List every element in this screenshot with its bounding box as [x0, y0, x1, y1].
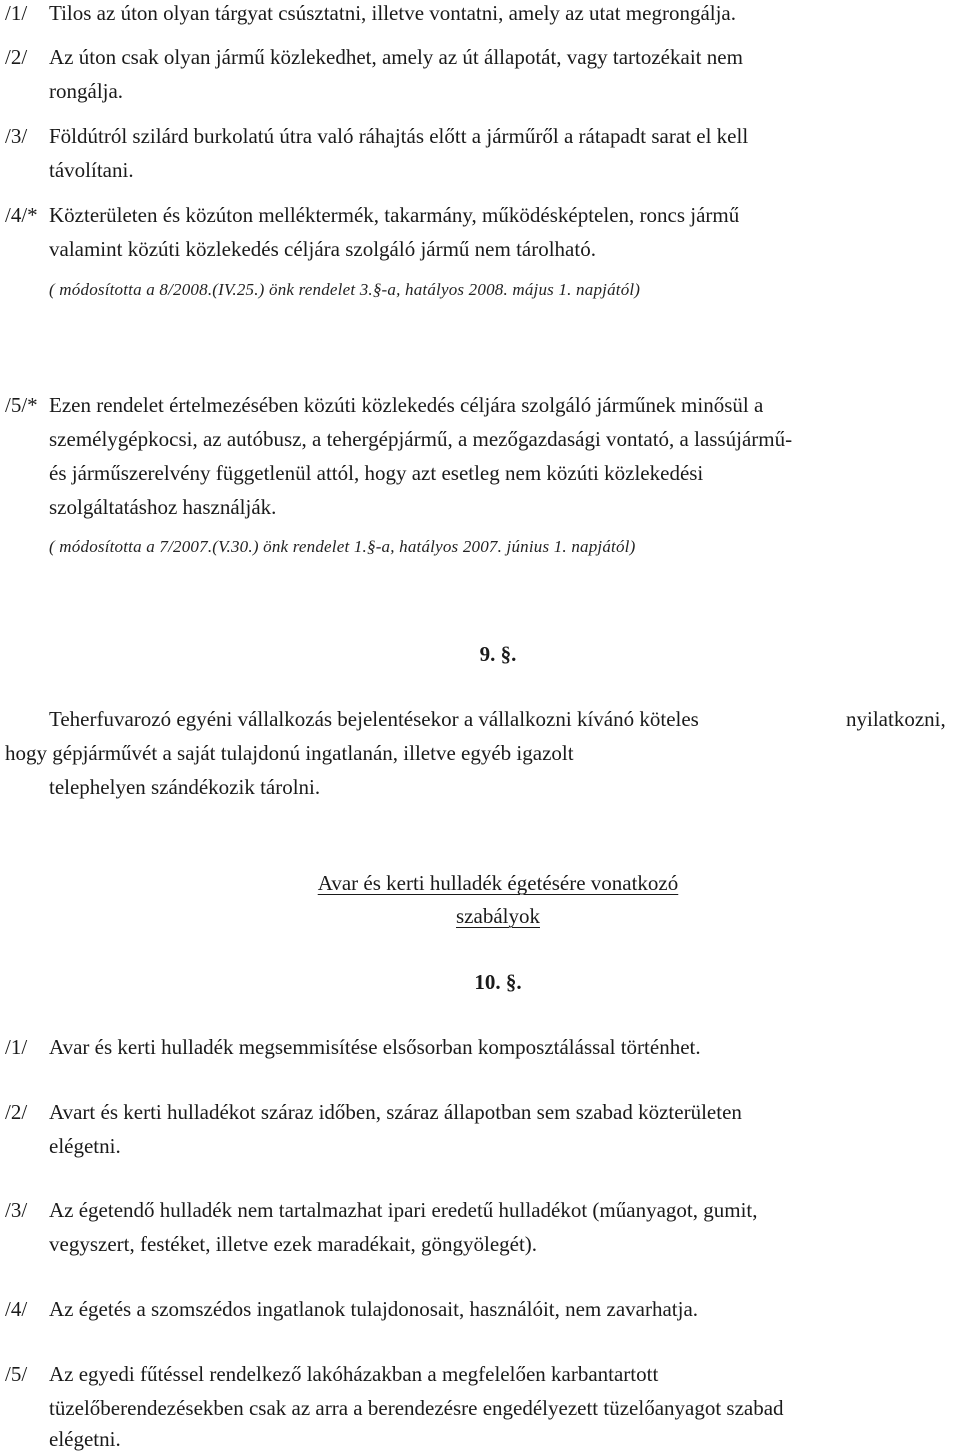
- paragraph-text: Földútról szilárd burkolatú útra való ráhajtás előtt a járműről a rátapadt sarat el kell: [49, 124, 749, 148]
- paragraph-text: személygépkocsi, az autóbusz, a tehergépjármű, a mezőgazdasági vontató, a lassújármű-: [49, 427, 793, 451]
- paragraph-text: Teherfuvarozó egyéni vállalkozás bejelentésekor a vállalkozni kívánó köteles: [49, 707, 699, 731]
- section-title-line: Avar és kerti hulladék égetésére vonatkozó: [317, 871, 679, 895]
- paragraph-text: telephelyen szándékozik tárolni.: [49, 775, 321, 799]
- paragraph-text: Az égetés a szomszédos ingatlanok tulajdonosait, használóit, nem zavarhatja.: [49, 1297, 699, 1321]
- paragraph-text: tüzelőberendezésekben csak az arra a berendezésre engedélyezett tüzelőanyagot szabad: [49, 1396, 784, 1420]
- section-heading-9: 9. §.: [479, 642, 517, 666]
- paragraph-number: /5/: [5, 1362, 28, 1386]
- paragraph-text: hogy gépjárművét a saját tulajdonú ingatlanán, illetve egyéb igazolt: [5, 741, 574, 765]
- paragraph-text: szolgáltatáshoz használják.: [49, 495, 277, 519]
- paragraph-number: /4/: [5, 1297, 28, 1321]
- paragraph-text: Ezen rendelet értelmezésében közúti közlekedés céljára szolgáló járműnek minősül a: [49, 393, 764, 417]
- paragraph-number: /1/: [5, 1035, 28, 1059]
- paragraph-number: /5/*: [5, 393, 38, 417]
- paragraph-number: /4/*: [5, 203, 38, 227]
- paragraph-text: vegyszert, festéket, illetve ezek maradékait, göngyölegét).: [49, 1232, 538, 1256]
- paragraph-text: Tilos az úton olyan tárgyat csúsztatni, illetve vontatni, amely az utat megrongálja.: [49, 1, 737, 25]
- paragraph-number: /3/: [5, 1198, 28, 1222]
- paragraph-text: rongálja.: [49, 79, 124, 103]
- paragraph-text: és járműszerelvény függetlenül attól, hogy azt esetleg nem közúti közlekedési: [49, 461, 704, 485]
- paragraph-text: Az egyedi fűtéssel rendelkező lakóházakban a megfelelően karbantartott: [49, 1362, 659, 1386]
- section-heading-10: 10. §.: [474, 970, 522, 994]
- paragraph-text: Az úton csak olyan jármű közlekedhet, amely az út állapotát, vagy tartozékait nem: [49, 45, 743, 69]
- amendment-note: ( módosította a 7/2007.(V.30.) önk rendelet 1.§-a, hatályos 2007. június 1. napjától): [49, 537, 636, 556]
- paragraph-text: Az égetendő hulladék nem tartalmazhat ipari eredetű hulladékot (műanyagot, gumit,: [49, 1198, 758, 1222]
- paragraph-number: /1/: [5, 1, 28, 25]
- paragraph-number: /2/: [5, 1100, 28, 1124]
- paragraph-text: távolítani.: [49, 158, 134, 182]
- paragraph-text: nyilatkozni,: [846, 707, 946, 731]
- paragraph-text: Avart és kerti hulladékot száraz időben, száraz állapotban sem szabad közterületen: [49, 1100, 742, 1124]
- paragraph-number: /3/: [5, 124, 28, 148]
- amendment-note: ( módosította a 8/2008.(IV.25.) önk rendelet 3.§-a, hatályos 2008. május 1. napjától): [49, 280, 641, 299]
- paragraph-text: elégetni.: [49, 1134, 121, 1158]
- paragraph-text: Közterületen és közúton melléktermék, takarmány, működésképtelen, roncs jármű: [49, 203, 740, 227]
- paragraph-number: /2/: [5, 45, 28, 69]
- paragraph-text: Avar és kerti hulladék megsemmisítése elsősorban komposztálással történhet.: [49, 1035, 701, 1059]
- section-title-line: szabályok: [456, 904, 540, 928]
- paragraph-text: elégetni.: [49, 1427, 121, 1451]
- paragraph-text: valamint közúti közlekedés céljára szolgáló jármű nem tárolható.: [49, 237, 596, 261]
